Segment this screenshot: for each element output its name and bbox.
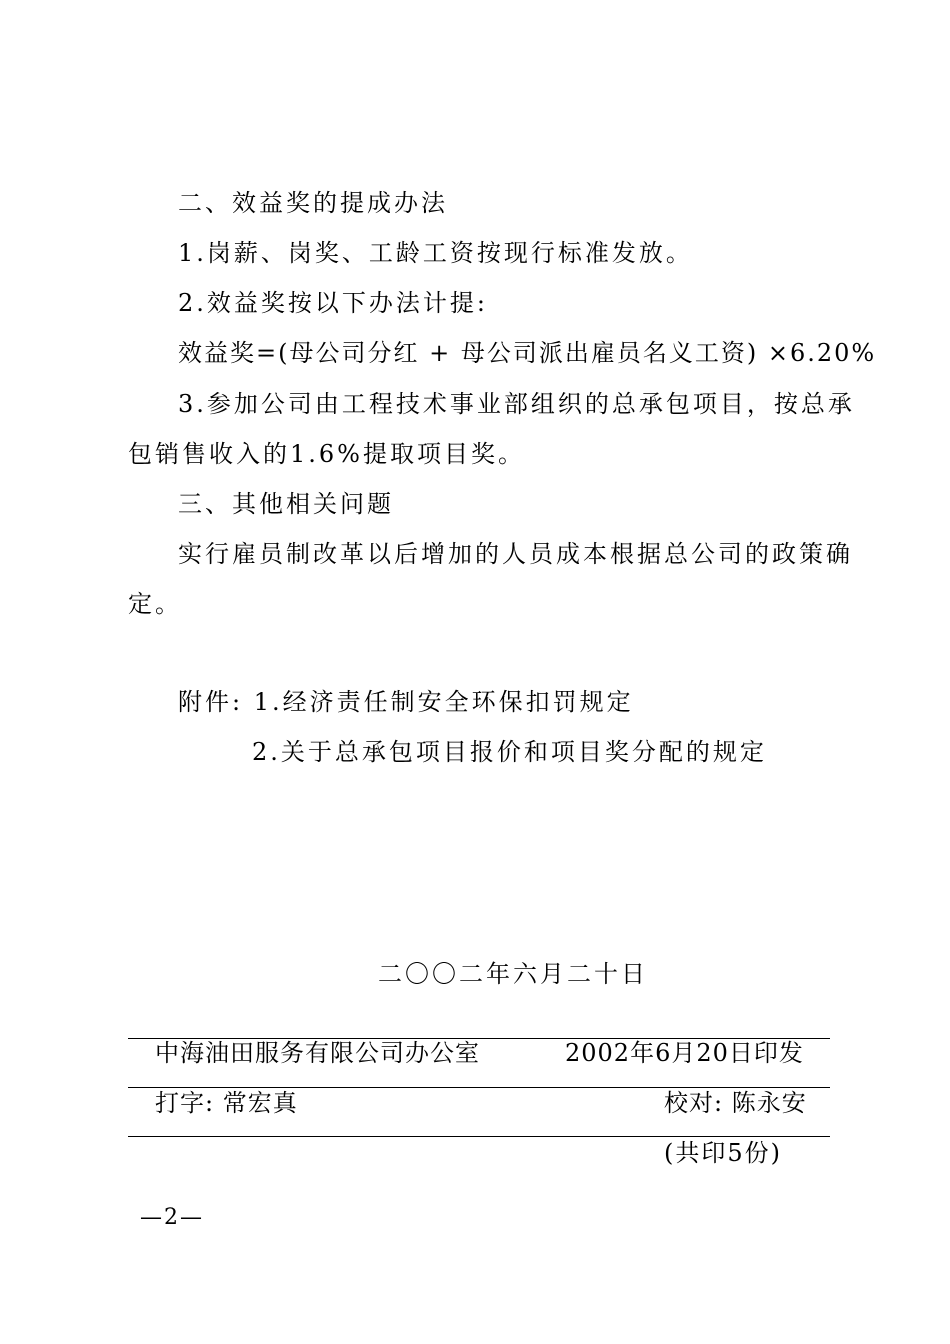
section3-text-line1: 实行雇员制改革以后增加的人员成本根据总公司的政策确 (178, 540, 853, 568)
footer-print-date: 2002年6月20日印发 (565, 1039, 804, 1067)
footer-rule-bottom (128, 1136, 830, 1137)
item3-text-line2: 包销售收入的1.6%提取项目奖。 (128, 440, 525, 468)
attachment-item-2: 2.关于总承包项目报价和项目奖分配的规定 (252, 738, 767, 766)
footer-typist: 打字: 常宏真 (155, 1089, 298, 1117)
section3-text-line2: 定。 (128, 590, 182, 618)
item2-text: 2.效益奖按以下办法计提: (178, 289, 488, 317)
attachments-label: 附件: 1.经济责任制安全环保扣罚规定 (178, 688, 634, 716)
item1-text: 1.岗薪、岗奖、工龄工资按现行标准发放。 (178, 239, 693, 267)
footer-issuer: 中海油田服务有限公司办公室 (155, 1039, 480, 1067)
item3-text-line1: 3.参加公司由工程技术事业部组织的总承包项目，按总承 (178, 390, 855, 418)
section2-heading: 二、效益奖的提成办法 (178, 189, 448, 217)
section3-heading: 三、其他相关问题 (178, 490, 394, 518)
footer-copies: (共印5份) (664, 1139, 782, 1167)
footer-proofreader: 校对: 陈永安 (664, 1089, 807, 1117)
page-number: —2— (140, 1205, 204, 1230)
document-date: 二〇〇二年六月二十日 (378, 960, 648, 988)
formula-text: 效益奖=(母公司分红 + 母公司派出雇员名义工资) ×6.20% (178, 339, 877, 367)
